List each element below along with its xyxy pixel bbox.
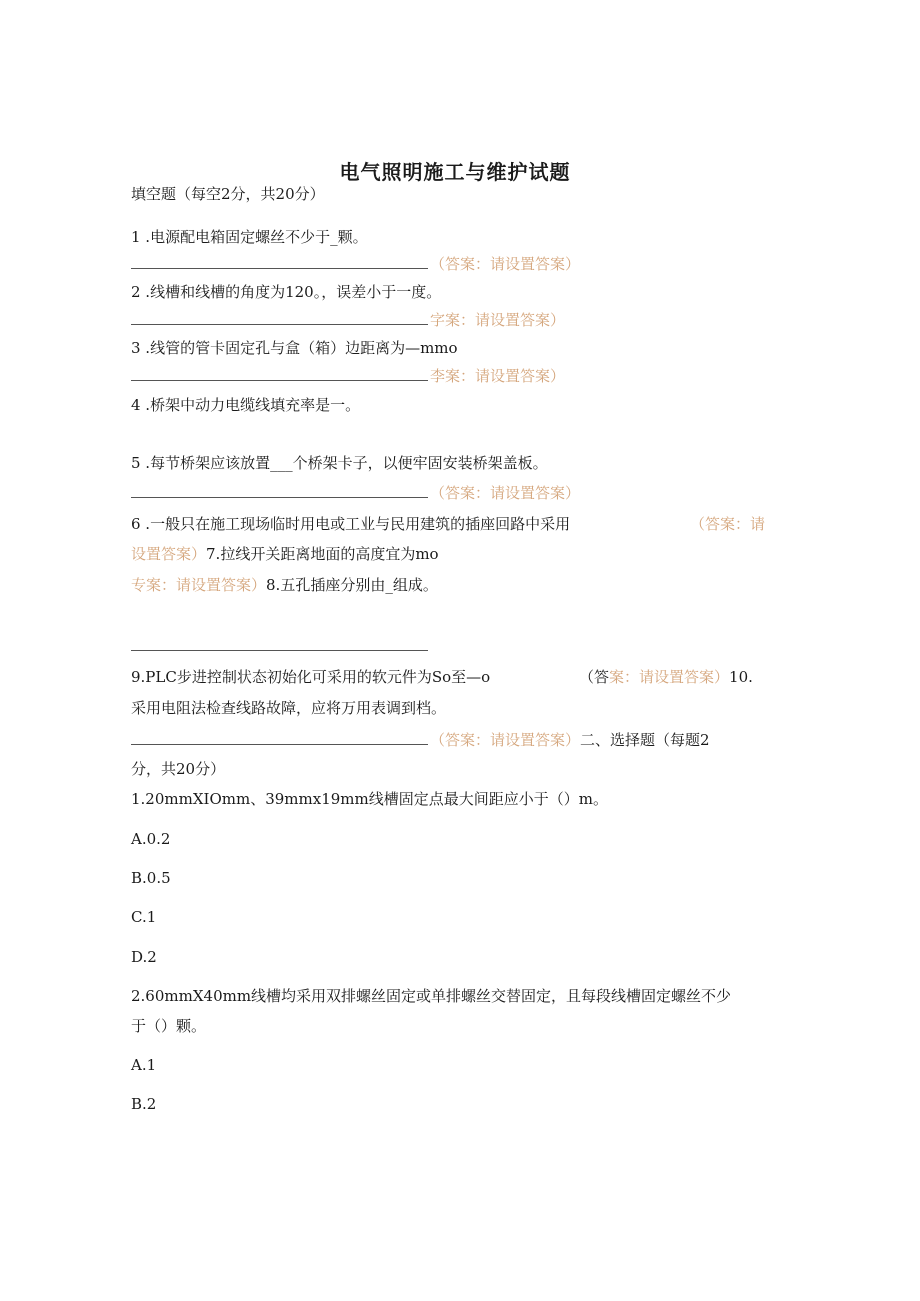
answer-line-5 xyxy=(131,482,580,504)
section-2-header: 二、选择题（每题2 xyxy=(580,731,710,749)
answer-placeholder: 设置答案） xyxy=(131,545,207,563)
mc2-option-a: A.1 xyxy=(131,1056,157,1074)
question-3: 3 .线管的管卡固定孔与盒（箱）边距离为—mmo xyxy=(131,339,458,357)
mc1-option-c: C.1 xyxy=(131,908,157,926)
mc1-option-d: D.2 xyxy=(131,948,157,966)
question-5: 5 .每节桥架应该放置___个桥架卡子，以便牢固安装桥架盖板。 xyxy=(131,454,548,472)
blank-underline xyxy=(131,730,428,745)
answer-line-3 xyxy=(131,365,565,387)
question-2: 2 .线槽和线槽的角度为120。，误差小于一度。 xyxy=(131,283,442,301)
blank-underline xyxy=(131,254,428,269)
section-2-header-cont: 分，共20分） xyxy=(131,760,226,778)
page-title: 电气照明施工与维护试题 xyxy=(339,160,571,184)
answer-placeholder: （答案：请设置答案） xyxy=(430,731,581,749)
answer-placeholder: 案：请设置答案） xyxy=(609,668,730,686)
blank-underline xyxy=(131,483,428,498)
mc2-option-b: B.2 xyxy=(131,1095,157,1113)
question-9: 9.PLC步进控制状态初始化可采用的软元件为So至—o xyxy=(131,668,491,686)
mc-question-2: 2.60mmX40mm线槽均采用双排螺丝固定或单排螺丝交替固定，且每段线槽固定螺丝不少 xyxy=(131,987,732,1005)
blank-underline xyxy=(131,650,428,651)
mc-question-1: 1.20mmXIOmm、39mmx19mm线槽固定点最大间距应小于（）m。 xyxy=(131,790,608,808)
mc1-option-a: A.0.2 xyxy=(131,830,171,848)
blank-underline xyxy=(131,366,428,381)
answer-prefix: （答 xyxy=(579,668,610,686)
answer-placeholder: 李案：请设置答案） xyxy=(430,367,566,385)
section-1-header: 填空题（每空2分，共20分） xyxy=(131,185,325,203)
answer-placeholder: 字案：请设置答案） xyxy=(430,311,566,329)
question-6: 6 .一般只在施工现场临时用电或工业与民用建筑的插座回路中采用 xyxy=(131,515,571,533)
answer-placeholder: 专案：请设置答案） xyxy=(131,576,267,594)
question-7: 7.拉线开关距离地面的高度宜为mo xyxy=(206,545,439,563)
answer-line-10 xyxy=(131,729,710,751)
blank-underline xyxy=(131,310,428,325)
answer-placeholder: （答案：请设置答案） xyxy=(430,255,581,273)
answer-line-1 xyxy=(131,253,580,275)
mc-question-2-cont: 于（）颗。 xyxy=(131,1017,207,1035)
answer-line-2 xyxy=(131,309,565,331)
answer-line-9 xyxy=(579,666,753,688)
answer-placeholder: （答案：请设置答案） xyxy=(430,484,581,502)
question-10-number: 10. xyxy=(729,668,753,686)
answer-line-7 xyxy=(131,574,438,596)
question-10: 采用电阻法检查线路故障，应将万用表调到档。 xyxy=(131,699,447,717)
mc1-option-b: B.0.5 xyxy=(131,869,171,887)
answer-line-6 xyxy=(131,543,439,565)
question-8: 8.五孔插座分别由_组成。 xyxy=(266,576,438,594)
question-1: 1 .电源配电箱固定螺丝不少于_颗。 xyxy=(131,228,368,246)
question-4: 4 .桥架中动力电缆线填充率是一。 xyxy=(131,396,361,414)
answer-placeholder: （答案：请 xyxy=(690,515,766,533)
